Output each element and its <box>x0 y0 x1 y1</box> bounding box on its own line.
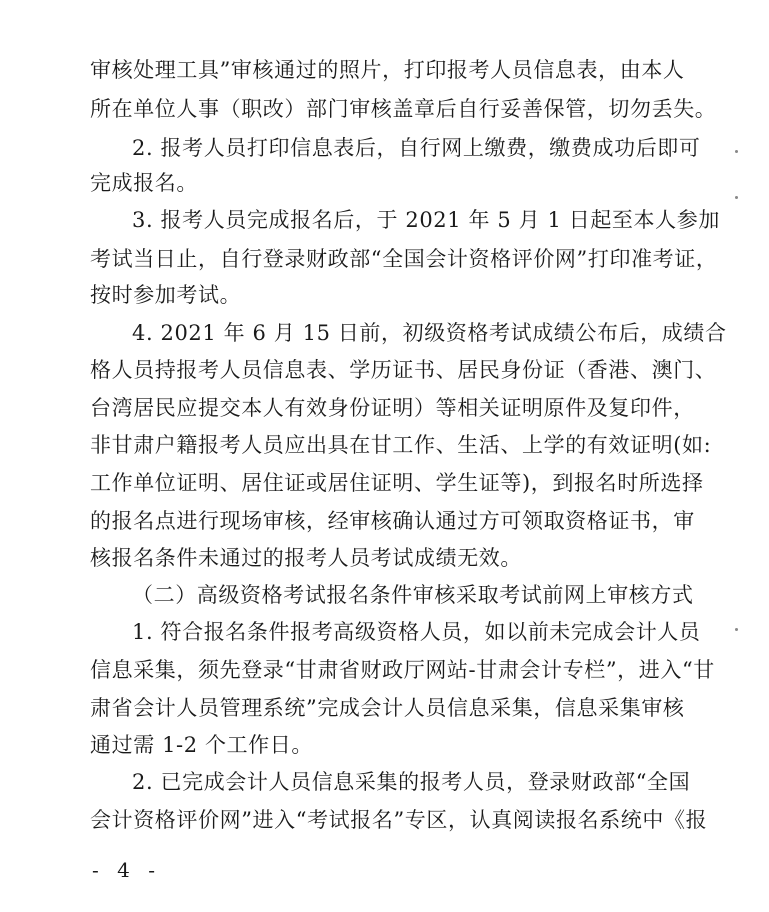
text-line-8: 4. 2021 年 6 月 15 日前，初级资格考试成绩公布后，成绩合 <box>132 321 727 345</box>
text-line-19: 通过需 1-2 个工作日。 <box>90 733 313 757</box>
text-line-6: 考试当日止，自行登录财政部“全国会计资格评价网”打印准考证， <box>90 247 718 271</box>
text-line-9: 格人员持报考人员信息表、学历证书、居民身份证（香港、澳门、 <box>90 358 717 382</box>
text-line-2: 所在单位人事（职改）部门审核盖章后自行妥善保管，切勿丢失。 <box>90 97 717 121</box>
text-line-10: 台湾居民应提交本人有效身份证明）等相关证明原件及复印件， <box>90 396 695 420</box>
text-line-7: 按时参加考试。 <box>90 283 242 307</box>
text-line-5: 3. 报考人员完成报名后，于 2021 年 5 月 1 日起至本人参加 <box>132 208 720 232</box>
text-line-16: 1. 符合报名条件报考高级资格人员，如以前未完成会计人员 <box>132 620 701 644</box>
text-line-17: 信息采集，须先登录“甘肃省财政厅网站-甘肃会计专栏”，进入“甘 <box>90 658 715 682</box>
text-line-3: 2. 报考人员打印信息表后，自行网上缴费，缴费成功后即可 <box>132 136 701 160</box>
text-line-18: 肃省会计人员管理系统”完成会计人员信息采集，信息采集审核 <box>90 696 685 720</box>
section-heading: （二）高级资格考试报名条件审核采取考试前网上审核方式 <box>132 583 694 607</box>
page-number: - 4 - <box>92 858 161 882</box>
scan-speck <box>735 628 738 631</box>
text-line-12: 工作单位证明、居住证或居住证明、学生证等)，到报名时所选择 <box>90 471 704 495</box>
text-line-1: 审核处理工具”审核通过的照片，打印报考人员信息表，由本人 <box>90 58 685 82</box>
text-line-14: 核报名条件未通过的报考人员考试成绩无效。 <box>90 546 522 570</box>
text-line-21: 会计资格评价网”进入“考试报名”专区，认真阅读报名系统中《报 <box>90 808 708 832</box>
scan-speck <box>735 150 738 153</box>
text-line-4: 完成报名。 <box>90 171 198 195</box>
text-line-13: 的报名点进行现场审核，经审核确认通过方可领取资格证书，审 <box>90 509 695 533</box>
scan-speck <box>735 196 738 199</box>
text-line-11: 非甘肃户籍报考人员应出具在甘工作、生活、上学的有效证明(如: <box>90 433 712 457</box>
text-line-20: 2. 已完成会计人员信息采集的报考人员，登录财政部“全国 <box>132 770 691 794</box>
